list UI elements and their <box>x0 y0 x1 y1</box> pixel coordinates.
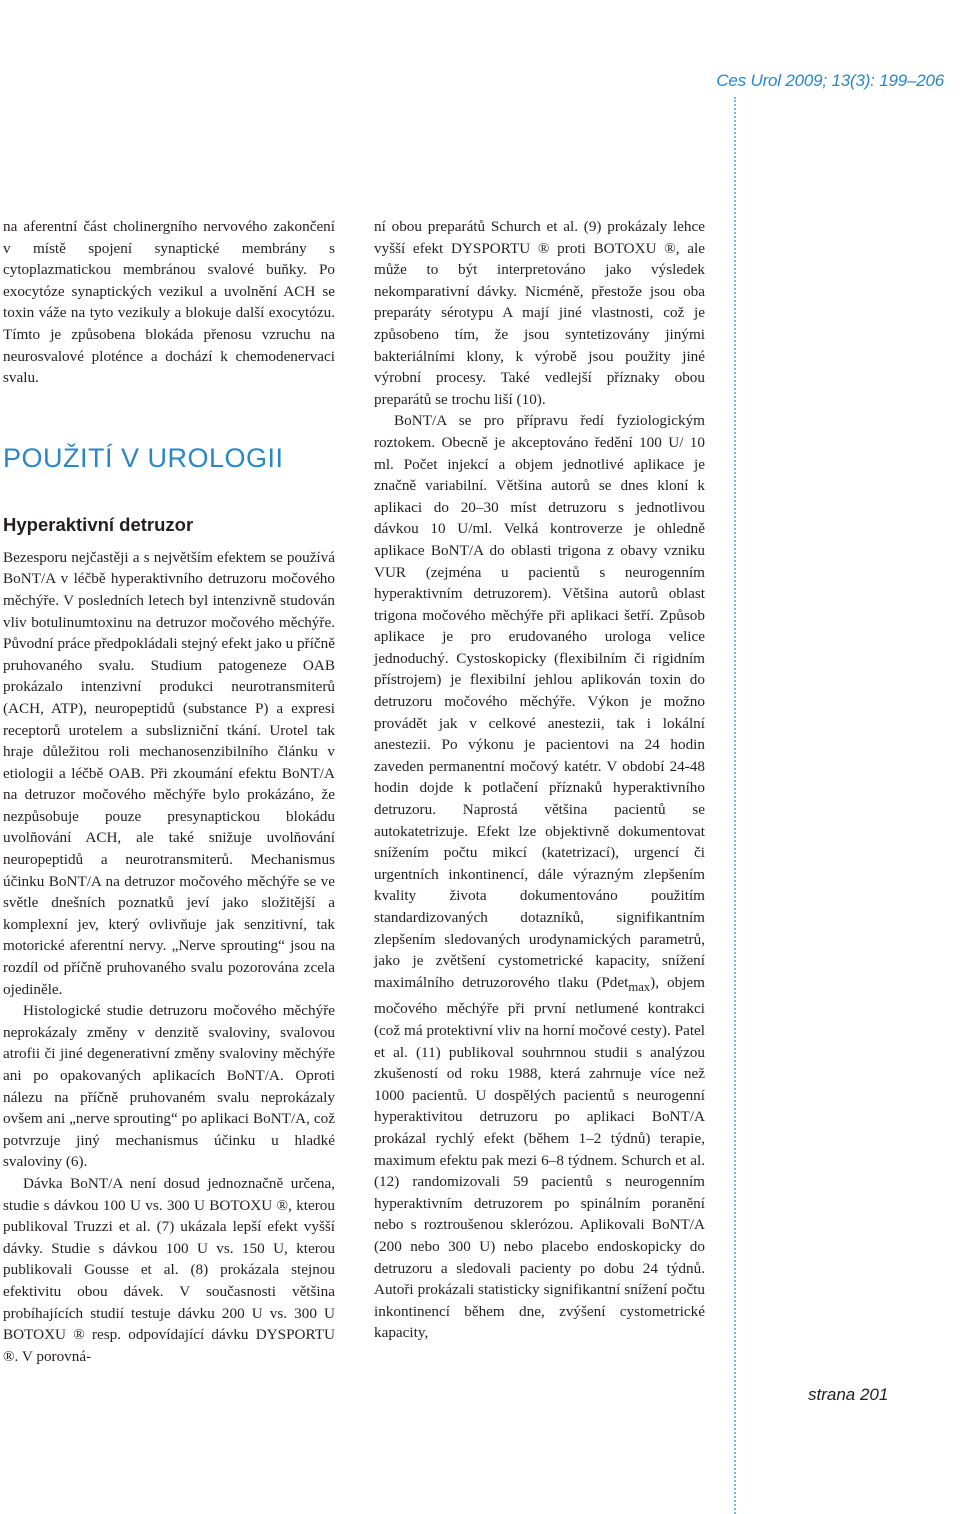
pdet-subscript: max <box>628 979 651 994</box>
left-column <box>3 216 335 1367</box>
dotted-divider <box>734 97 736 1514</box>
section-title: POUŽITÍ V UROLOGII <box>3 442 284 473</box>
right-column <box>374 216 705 1344</box>
left-paragraph-4: Dávka BoNT/A není dosud jednoznačně určena, studie s dávkou 100 U vs. 300 U BOTOXU ®, kterou publikoval Truzzi et al. (7) ukázala lepší efekt vyšší dávky. Studie s dávkou 100 U vs. 150 U, kterou publikovali Gousse et al. (8) prokázala stejnou efektivitu obou dávek. V současnosti většina probíhajících studií testuje dávku 200 U vs. 300 U BOTOXU ® resp. odpovídající dávku DYSPORTU ®. V porovná- <box>3 1174 335 1365</box>
left-paragraph-3: Histologické studie detruzoru močového měchýře neprokázaly změny v denzitě svaloviny, svalovou atrofii či jiné degenerativní změny svaloviny měchýře ani po opakovaných aplikacích BoNT/A. Oproti nálezu na příčně pruhovaném svalu neprokázaly ovšem ani „nerve sprouting“ po aplikaci BoNT/A, což potvrzuje jiný mechanismus účinku u hladké svaloviny (6). <box>3 1002 335 1171</box>
right-paragraph-2 <box>374 410 705 1344</box>
right-paragraph-2-continuation: ), objem močového měchýře při první netlumené kontrakci (což má protektivní vliv na horní močové cesty). Patel et al. (11) publikoval souhrnnou studii s analýzou zkušeností od roku 1988, která zahrnuje více než 1000 pacientů. U dospělých pacientů s neurogenní hyperaktivitou detruzoru po aplikaci BoNT/A prokázal rychlý efekt (během 1–2 týdnů) terapie, maximum efektu pak mezi 6–8 týdnem. Schurch et al. (12) randomizovali 59 pacientů s neurogenním hyperaktivním detruzorem po spinálním poranění nebo s roztroušenou sklerózou. Aplikovali BoNT/A (200 nebo 300 U) nebo placebo endoskopicky do detruzoru a sledovali pacienty po dobu 24 týdnů. Autoři prokázali statisticky signifikantní snížení počtu inkontinencí během dne, zvýšení cystometrické kapacity, <box>374 973 705 1342</box>
right-paragraph-2-text: BoNT/A se pro přípravu ředí fyziologickým roztokem. Obecně je akceptováno ředění 100 U/ 10 ml. Počet injekcí a objem jednotlivé aplikace je značně variabilní. Většina autorů se dnes kloní k aplikaci do 20–30 míst detruzoru s jednotlivou dávkou 10 U/ml. Velká kontroverze je ohledně aplikace BoNT/A do oblasti trigona z obavy vzniku VUR (zejména u pacientů s neurogenním hyperaktivním detruzorem). Většina autorů oblast trigona močového měchýře při aplikaci šetří. Způsob aplikace je pro erudovaného urologa velice jednoduchý. Cystoskopicky (flexibilním či rigidním přístrojem) je flexibilní jehlou aplikován toxin do detruzoru močového měchýře. Výkon je možno provádět jak v celkové anestezii, tak i lokální anestezii. Po výkonu je pacientovi na 24 hodin zaveden permanentní močový katétr. V období 24-48 hodin dojde k potlačení příznaků hyperaktivního detruzoru. Naprostá většina pacientů se autokatetrizuje. Efekt lze objektivně dokumentovat snížením počtu mikcí (katetrizací), urgencí či urgentních inkontinencí, dále výrazným zlepšením kvality života dokumentováno použitím standardizovaných dotazníků, signifikantním zlepšením sledovaných urodynamických parametrů, jako je zvětšení cystometrické kapacity, snížení maximálního detruzorového tlaku (Pdet <box>374 412 705 991</box>
right-paragraph-1: ní obou preparátů Schurch et al. (9) prokázaly lehce vyšší efekt DYSPORTU ® proti BOTOXU ®, ale může to být interpretováno jako výsledek nekomparativní dávky. Nicméně, přestože jsou oba preparáty sérotypu A mají jiné vlastnosti, což je způsobeno tím, že jsou syntetizovány jinými bakteriálními klony, k výrobě jsou použity jiné výrobní procesy. Také vedlejší příznaky obou preparátů se trochu liší (10). <box>374 218 705 408</box>
left-paragraph-2: Bezesporu nejčastěji a s největším efektem se používá BoNT/A v léčbě hyperaktivního detruzoru močového měchýře. V posledních letech byl intenzivně studován vliv botulinumtoxinu na detruzor močového měchýře. Původní práce předpokládali stejný efekt jako u příčně pruhovaného svalu. Studium patogeneze OAB prokázalo intenzivní produkci neurotransmiterů (ACH, ATP), neuropeptidů (substance P) a expresi receptorů urotelem a subslizniční tkání. Urotel tak hraje důležitou roli mechanosenzibilního článku v etiologii a léčbě OAB. Při zkoumání efektu BoNT/A na detruzor močového měchýře bylo prokázáno, že nezpůsobuje pouze presynaptickou blokádu uvolňování ACH, ale také snižuje uvolňování neuropeptidů a neurotransmiterů. Mechanismus účinku BoNT/A na detruzor močového měchýře se ve světle dnešních poznatků jeví jako složitější a komplexní jev, který ovlivňuje jak senzitivní, tak motorické aferentní nervy. „Nerve sprouting“ jsou na rozdíl od příčně pruhovaného svalu pozorována zcela ojediněle. <box>3 548 335 998</box>
page-number: strana 201 <box>808 1385 889 1404</box>
subsection-title: Hyperaktivní detruzor <box>3 513 194 535</box>
left-paragraph-1: na aferentní část cholinergního nervového zakončení v místě spojení synaptické membrány s cytoplazmatickou membránou svalové buňky. Po exocytóze synaptických vezikul a uvolnění ACH se toxin váže na tyto vezikuly a blokuje další exocytózu. Tímto je způsobena blokáda přenosu vzruchu na neurosvalové ploténce a dochází k chemodenervaci svalu. <box>3 218 335 387</box>
running-head: Ces Urol 2009; 13(3): 199–206 <box>716 71 944 90</box>
